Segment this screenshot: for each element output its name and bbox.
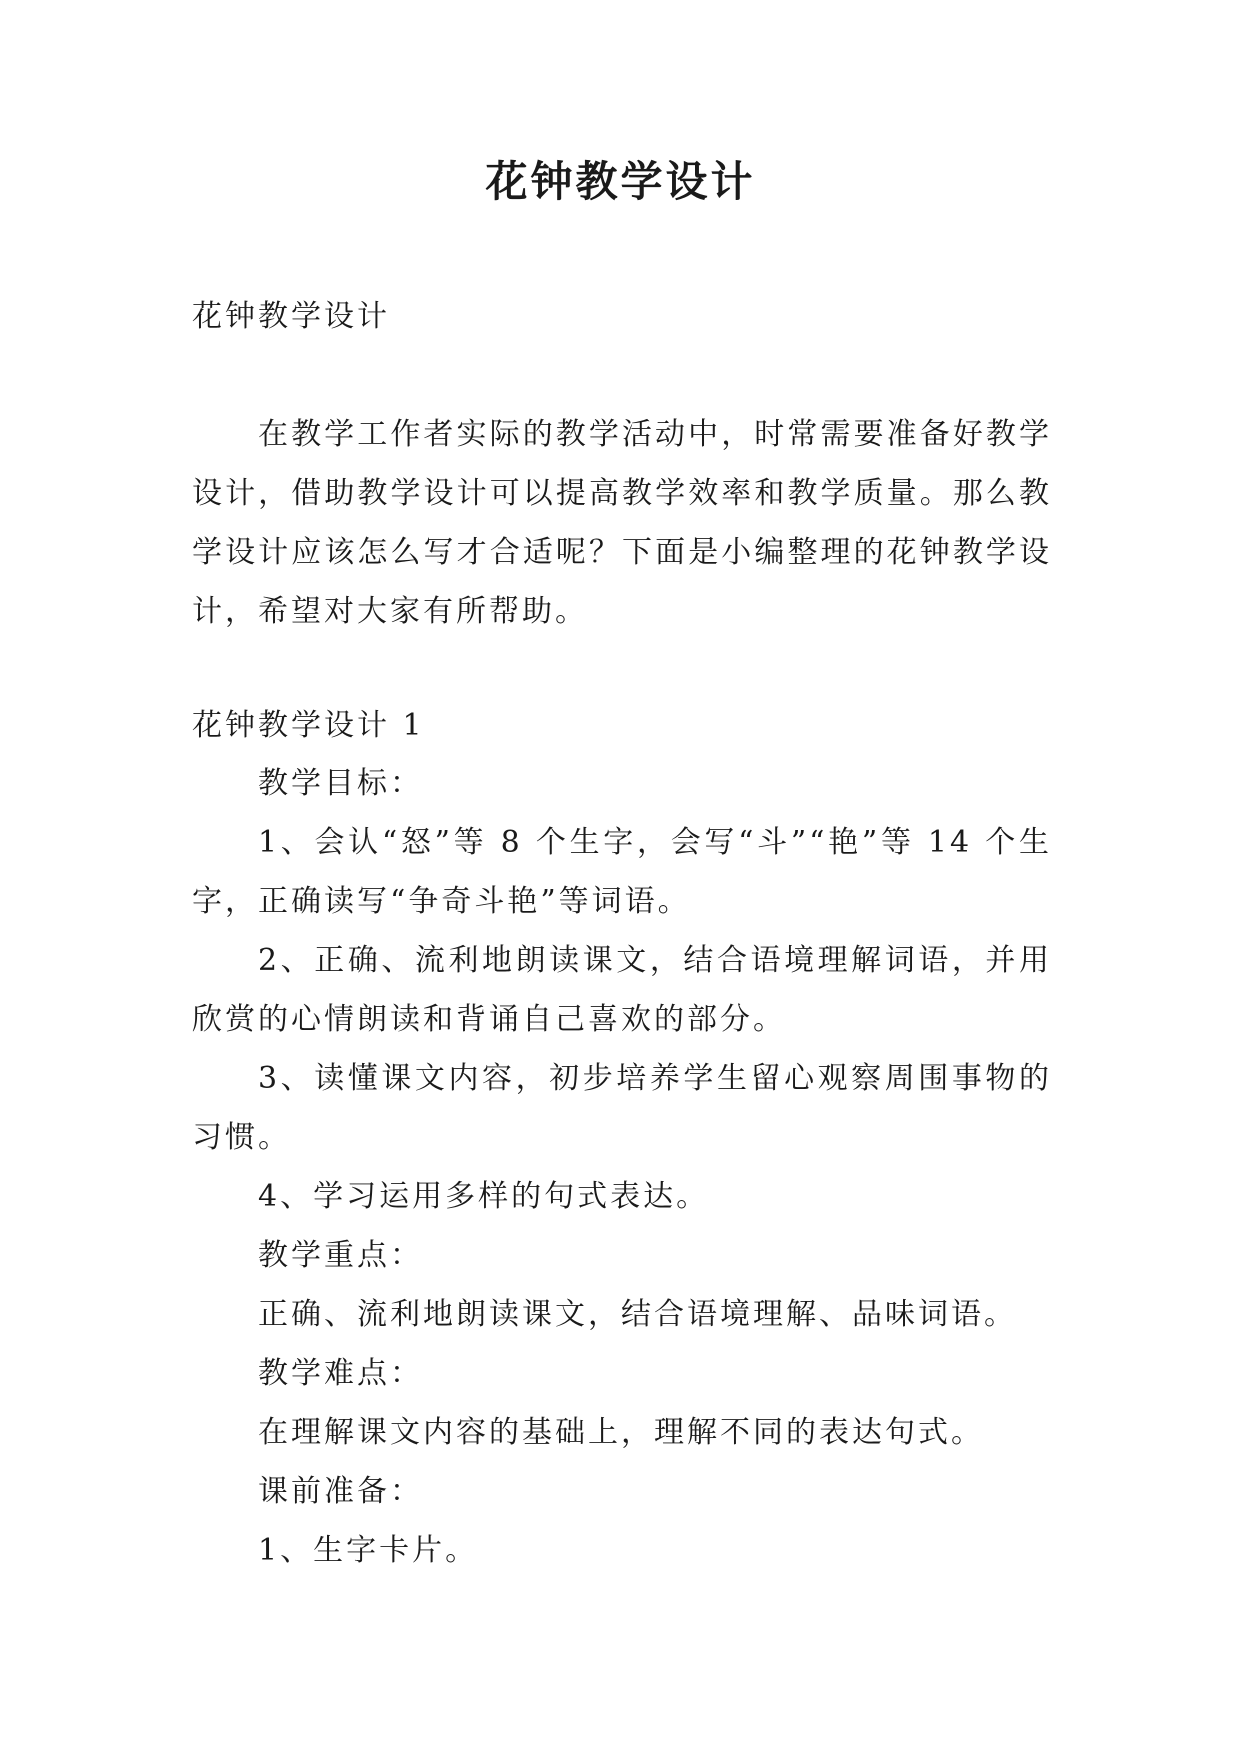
preparation-item: 1、生字卡片。 xyxy=(258,1533,479,1568)
teaching-goals-label: 教学目标： xyxy=(258,766,423,801)
key-points-label: 教学重点： xyxy=(258,1238,423,1273)
goal-item: 4、学习运用多样的句式表达。 xyxy=(258,1179,710,1214)
goal-item: 3、读懂课文内容，初步培养学生留心观察周围事物的习惯。 xyxy=(192,1061,1052,1155)
intro-paragraph: 在教学工作者实际的教学活动中，时常需要准备好教学设计，借助教学设计可以提高教学效率和教学质量。那么教学设计应该怎么写才合适呢？下面是小编整理的花钟教学设计，希望对大家有所帮助。 xyxy=(192,417,1052,629)
preparation-label: 课前准备： xyxy=(258,1474,423,1509)
difficulties-text: 在理解课文内容的基础上，理解不同的表达句式。 xyxy=(258,1415,984,1450)
key-points-text: 正确、流利地朗读课文，结合语境理解、品味词语。 xyxy=(258,1297,1017,1332)
goal-item: 2、正确、流利地朗读课文，结合语境理解词语，并用欣赏的心情朗读和背诵自己喜欢的部分。 xyxy=(192,943,1052,1037)
difficulties-label: 教学难点： xyxy=(258,1356,423,1391)
document-title: 花钟教学设计 xyxy=(485,157,756,206)
goal-item: 1、会认“怒”等 8 个生字，会写“斗”“艳”等 14 个生字，正确读写“争奇斗艳”等词语。 xyxy=(192,825,1052,919)
section-title: 花钟教学设计 1 xyxy=(192,708,425,743)
document-subtitle: 花钟教学设计 xyxy=(192,299,390,334)
section-content xyxy=(192,754,1052,1580)
